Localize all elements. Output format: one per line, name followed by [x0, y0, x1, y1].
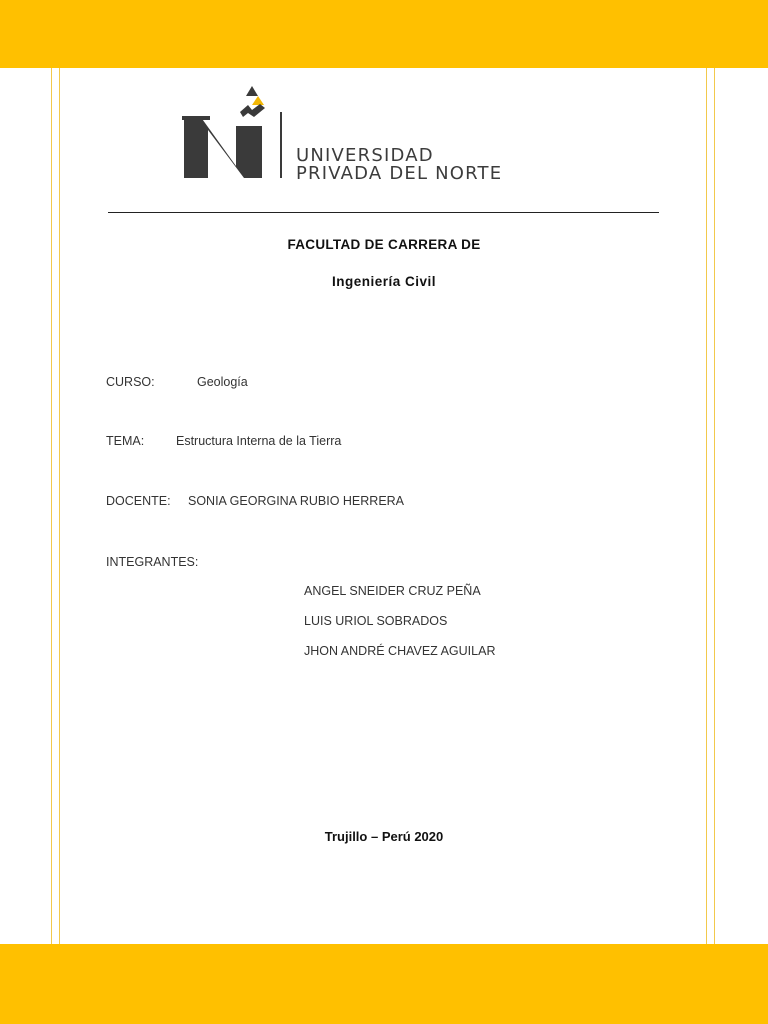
logo-divider: [280, 112, 282, 178]
logo-university-line1: UNIVERSIDAD: [296, 145, 434, 166]
member-item: LUIS URIOL SOBRADOS: [304, 614, 448, 628]
docente-value: SONIA GEORGINA RUBIO HERRERA: [188, 494, 405, 508]
right-border-line-inner: [706, 68, 707, 944]
integrantes-label: INTEGRANTES:: [106, 555, 199, 569]
logo-university-line2: PRIVADA DEL NORTE: [296, 163, 503, 184]
career-title: Ingeniería Civil: [331, 274, 437, 289]
member-item: ANGEL SNEIDER CRUZ PEÑA: [304, 584, 481, 598]
header-rule: [108, 212, 659, 213]
member-item: JHON ANDRÉ CHAVEZ AGUILAR: [304, 644, 496, 658]
left-border-line-inner: [59, 68, 60, 944]
right-border-line: [714, 68, 715, 944]
curso-value: Geología: [197, 375, 248, 389]
faculty-title: FACULTAD DE CARRERA DE: [287, 237, 481, 252]
tema-label: TEMA:: [106, 434, 145, 448]
bottom-yellow-band: [0, 944, 768, 1024]
tema-value: Estructura Interna de la Tierra: [176, 434, 342, 448]
city-year: Trujillo – Perú 2020: [324, 829, 444, 844]
docente-label: DOCENTE:: [106, 494, 171, 508]
left-border-line: [51, 68, 52, 944]
curso-label: CURSO:: [106, 375, 155, 389]
top-yellow-band: [0, 0, 768, 68]
